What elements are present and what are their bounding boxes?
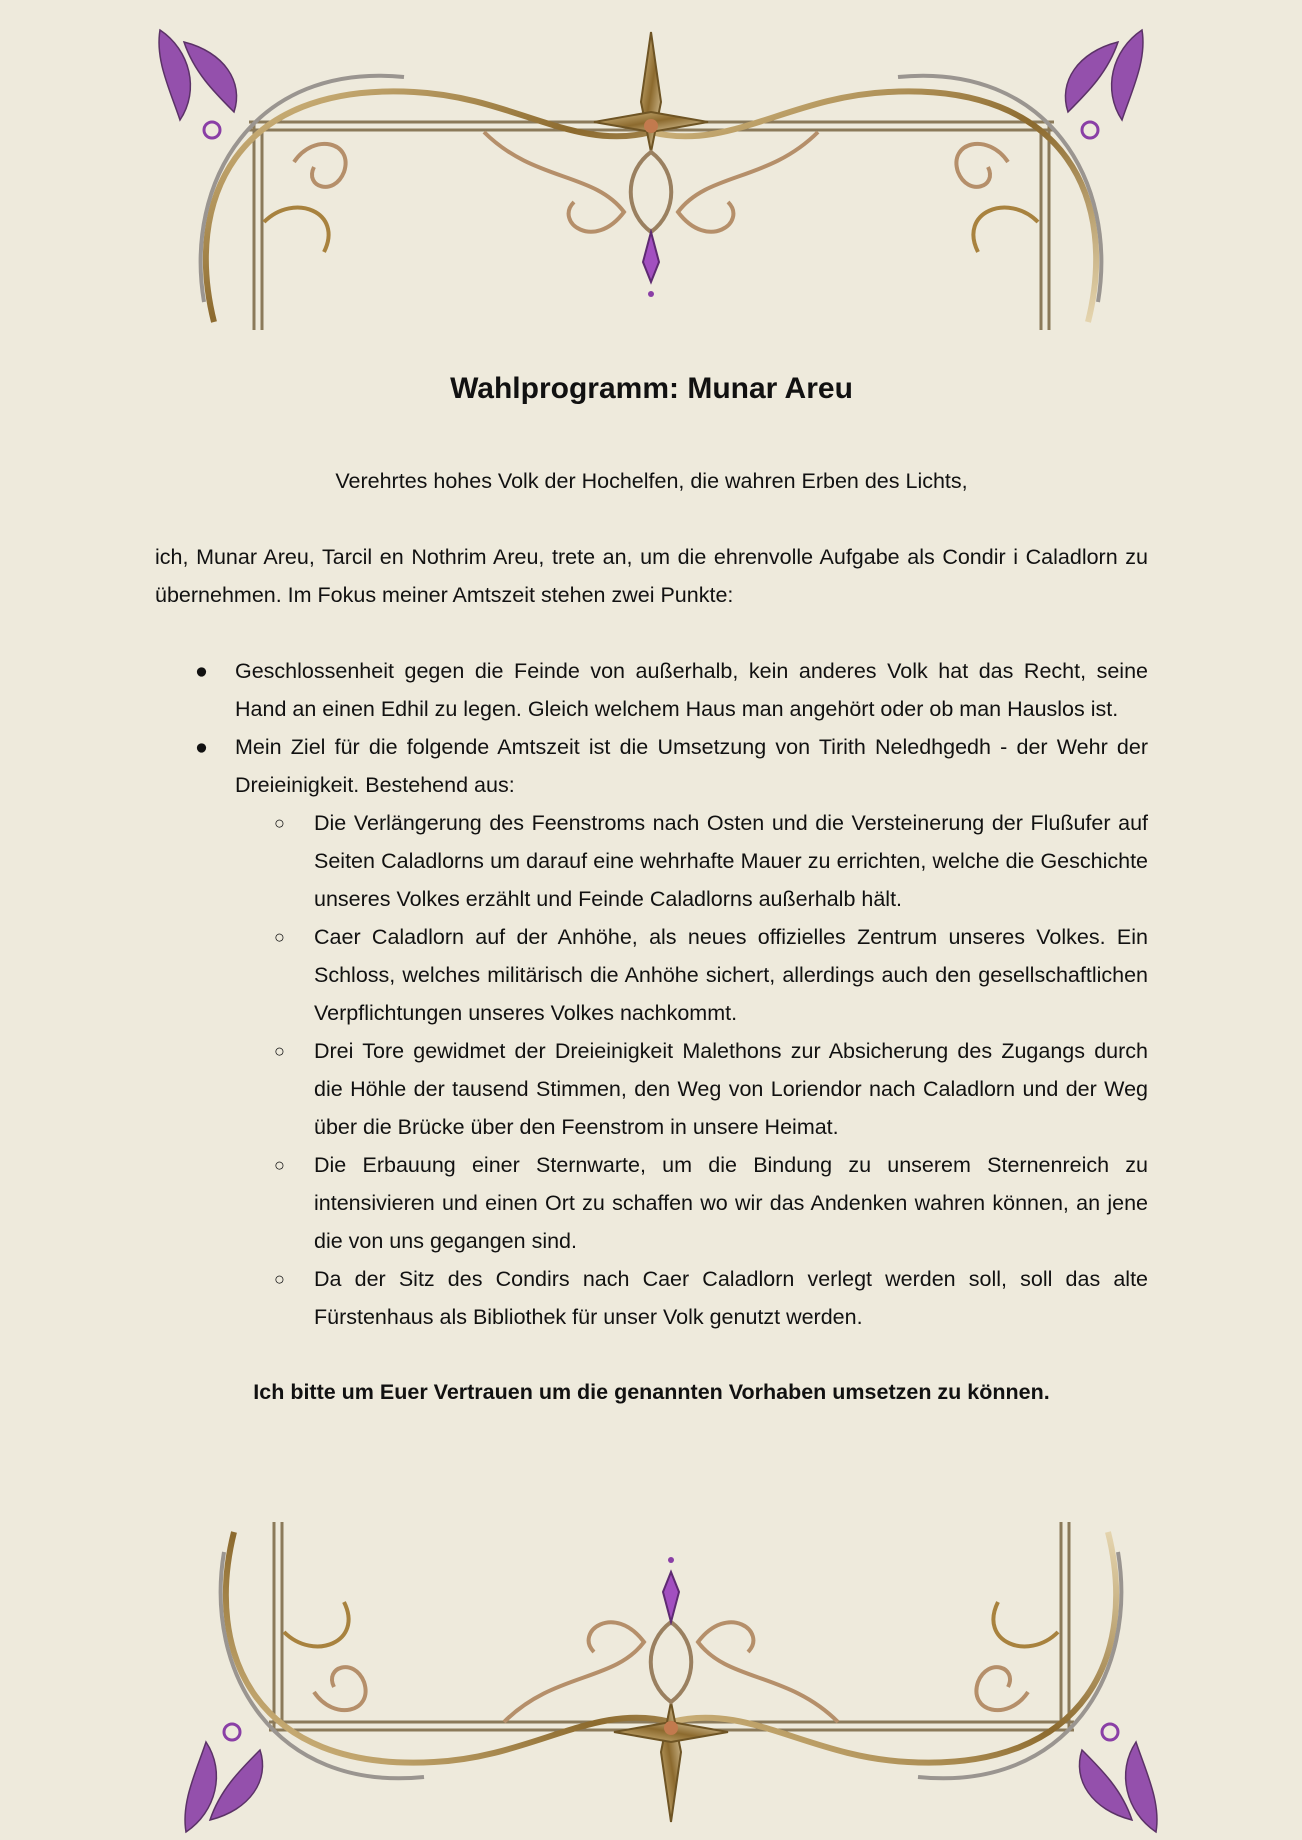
closing-statement: Ich bitte um Euer Vertrauen um die genannten Vorhaben umsetzen zu können. bbox=[253, 1380, 1050, 1404]
main-bullet-list bbox=[155, 652, 1148, 1336]
sub-bullet-text: Drei Tore gewidmet der Dreieinigkeit Malethons zur Absicherung des Zugangs durch die Höhle der tausend Stimmen, den Weg von Loriendor nach Caladlorn und der Weg über die Brücke über den Feenstrom in unsere Heimat. bbox=[314, 1039, 1148, 1139]
sub-bullet-marker: ○ bbox=[274, 1041, 285, 1061]
bullet-text: Mein Ziel für die folgende Amtszeit ist die Umsetzung von Tirith Neledhgedh - der Wehr der Dreieinigkeit. Bestehend aus: bbox=[235, 735, 1148, 797]
list-item bbox=[155, 728, 1148, 1336]
intro-paragraph: ich, Munar Areu, Tarcil en Nothrim Areu, trete an, um die ehrenvolle Aufgabe als Condir i Caladlorn zu übernehmen. Im Fokus meiner Amtszeit stehen zwei Punkte: bbox=[155, 545, 1148, 607]
list-item bbox=[155, 1032, 1148, 1146]
sub-bullet-marker: ○ bbox=[274, 1155, 285, 1175]
page-title: Wahlprogramm: Munar Areu bbox=[450, 372, 853, 405]
sub-bullet-text: Die Erbauung einer Sternwarte, um die Bindung zu unserem Sternenreich zu intensivieren und einen Ort zu schaffen wo wir das Andenken wahren können, an jene die von uns gegangen sind. bbox=[314, 1153, 1148, 1253]
sub-bullet-text: Caer Caladlorn auf der Anhöhe, als neues offizielles Zentrum unseres Volkes. Ein Schloss, welches militärisch die Anhöhe sichert, allerdings auch den gesellschaftlichen Verpflichtungen unseres Volkes nachkommt. bbox=[314, 925, 1148, 1025]
bullet-marker: ● bbox=[195, 659, 208, 683]
sub-bullet-marker: ○ bbox=[274, 813, 285, 833]
list-item bbox=[155, 804, 1148, 918]
sub-bullet-text: Die Verlängerung des Feenstroms nach Osten und die Versteinerung der Flußufer auf Seiten Caladlorns um darauf eine wehrhafte Mauer zu errichten, welche die Geschichte unseres Volkes erzählt und Feinde Caladlorns außerhalb hält. bbox=[314, 811, 1148, 911]
list-item bbox=[155, 918, 1148, 1032]
ornate-frame-top-decoration bbox=[154, 22, 1148, 330]
bullet-marker: ● bbox=[195, 735, 208, 759]
sub-bullet-marker: ○ bbox=[274, 1269, 285, 1289]
list-item bbox=[155, 1146, 1148, 1260]
greeting-paragraph: Verehrtes hohes Volk der Hochelfen, die wahren Erben des Lichts, bbox=[335, 469, 968, 493]
ornate-frame-bottom-decoration bbox=[174, 1522, 1168, 1840]
sub-bullet-text: Da der Sitz des Condirs nach Caer Caladlorn verlegt werden soll, soll das alte Fürstenhaus als Bibliothek für unser Volk genutzt werden. bbox=[314, 1267, 1148, 1329]
list-item bbox=[155, 652, 1148, 728]
sub-bullet-list bbox=[155, 804, 1148, 1336]
bullet-text: Geschlossenheit gegen die Feinde von außerhalb, kein anderes Volk hat das Recht, seine Hand an einen Edhil zu legen. Gleich welchem Haus man angehört oder ob man Hauslos ist. bbox=[235, 659, 1148, 721]
list-item bbox=[155, 1260, 1148, 1336]
sub-bullet-marker: ○ bbox=[274, 927, 285, 947]
